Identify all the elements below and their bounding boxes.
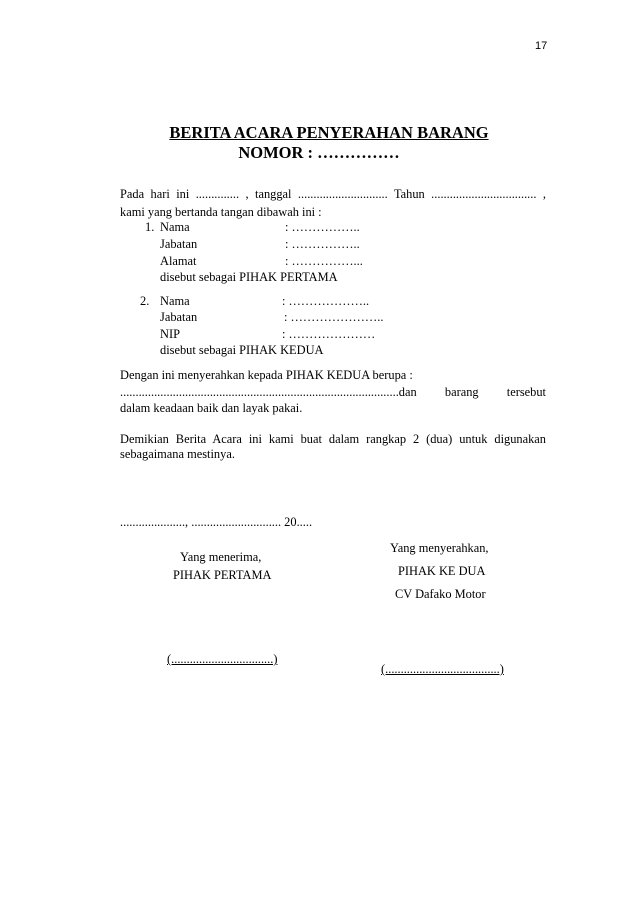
party-2-position-value: : ………………….. [284,310,384,324]
handover-line-2: ..........................................................................................dan barang tersebut [120,385,546,399]
party-2-nip-label: NIP [160,327,180,341]
page-number: 17 [535,40,548,52]
receiver-caption: Yang menerima, [180,550,262,564]
place-date-line: ....................., ............................. 20..... [120,515,313,529]
intro-line-2: kami yang bertanda tangan dibawah ini : [120,205,322,219]
closing-line-1: Demikian Berita Acara ini kami buat dalam rangkap 2 (dua) untuk digunakan [120,432,546,446]
party-1-address-value: : ……………... [285,254,363,268]
party-2-designation: disebut sebagai PIHAK KEDUA [160,343,324,357]
closing-line-2: sebagaimana mestinya. [120,447,235,461]
handover-line-3: dalam keadaan baik dan layak pakai. [120,401,303,415]
intro-line-1: Pada hari ini .............. , tanggal ............................. Tahun .................................. , [120,187,546,201]
party-1-position-value: : …………….. [285,237,360,251]
party-1-designation: disebut sebagai PIHAK PERTAMA [160,270,338,284]
party-1-position-label: Jabatan [160,237,198,251]
party-2-position-label: Jabatan [160,310,198,324]
party-2-name-label: Nama [160,294,190,308]
document-number: NOMOR : …………… [238,143,400,162]
party-1-address-label: Alamat [160,254,197,268]
party-2-nip-value: : ………………… [282,327,376,341]
receiver-party: PIHAK PERTAMA [173,568,272,582]
document-title: BERITA ACARA PENYERAHAN BARANG [169,123,489,142]
party-1-number: 1. [145,220,155,234]
giver-caption: Yang menyerahkan, [390,541,489,555]
party-2-number: 2. [140,294,150,308]
party-1-name-label: Nama [160,220,190,234]
party-2-name-value: : ……………….. [282,294,370,308]
handover-line-1: Dengan ini menyerahkan kepada PIHAK KEDUA berupa : [120,368,413,382]
giver-signature-line: (.....................................) [381,662,504,676]
giver-company: CV Dafako Motor [395,587,486,601]
giver-party: PIHAK KE DUA [398,564,486,578]
receiver-signature-line: (.................................) [167,652,278,666]
party-1-name-value: : …………….. [285,220,360,234]
